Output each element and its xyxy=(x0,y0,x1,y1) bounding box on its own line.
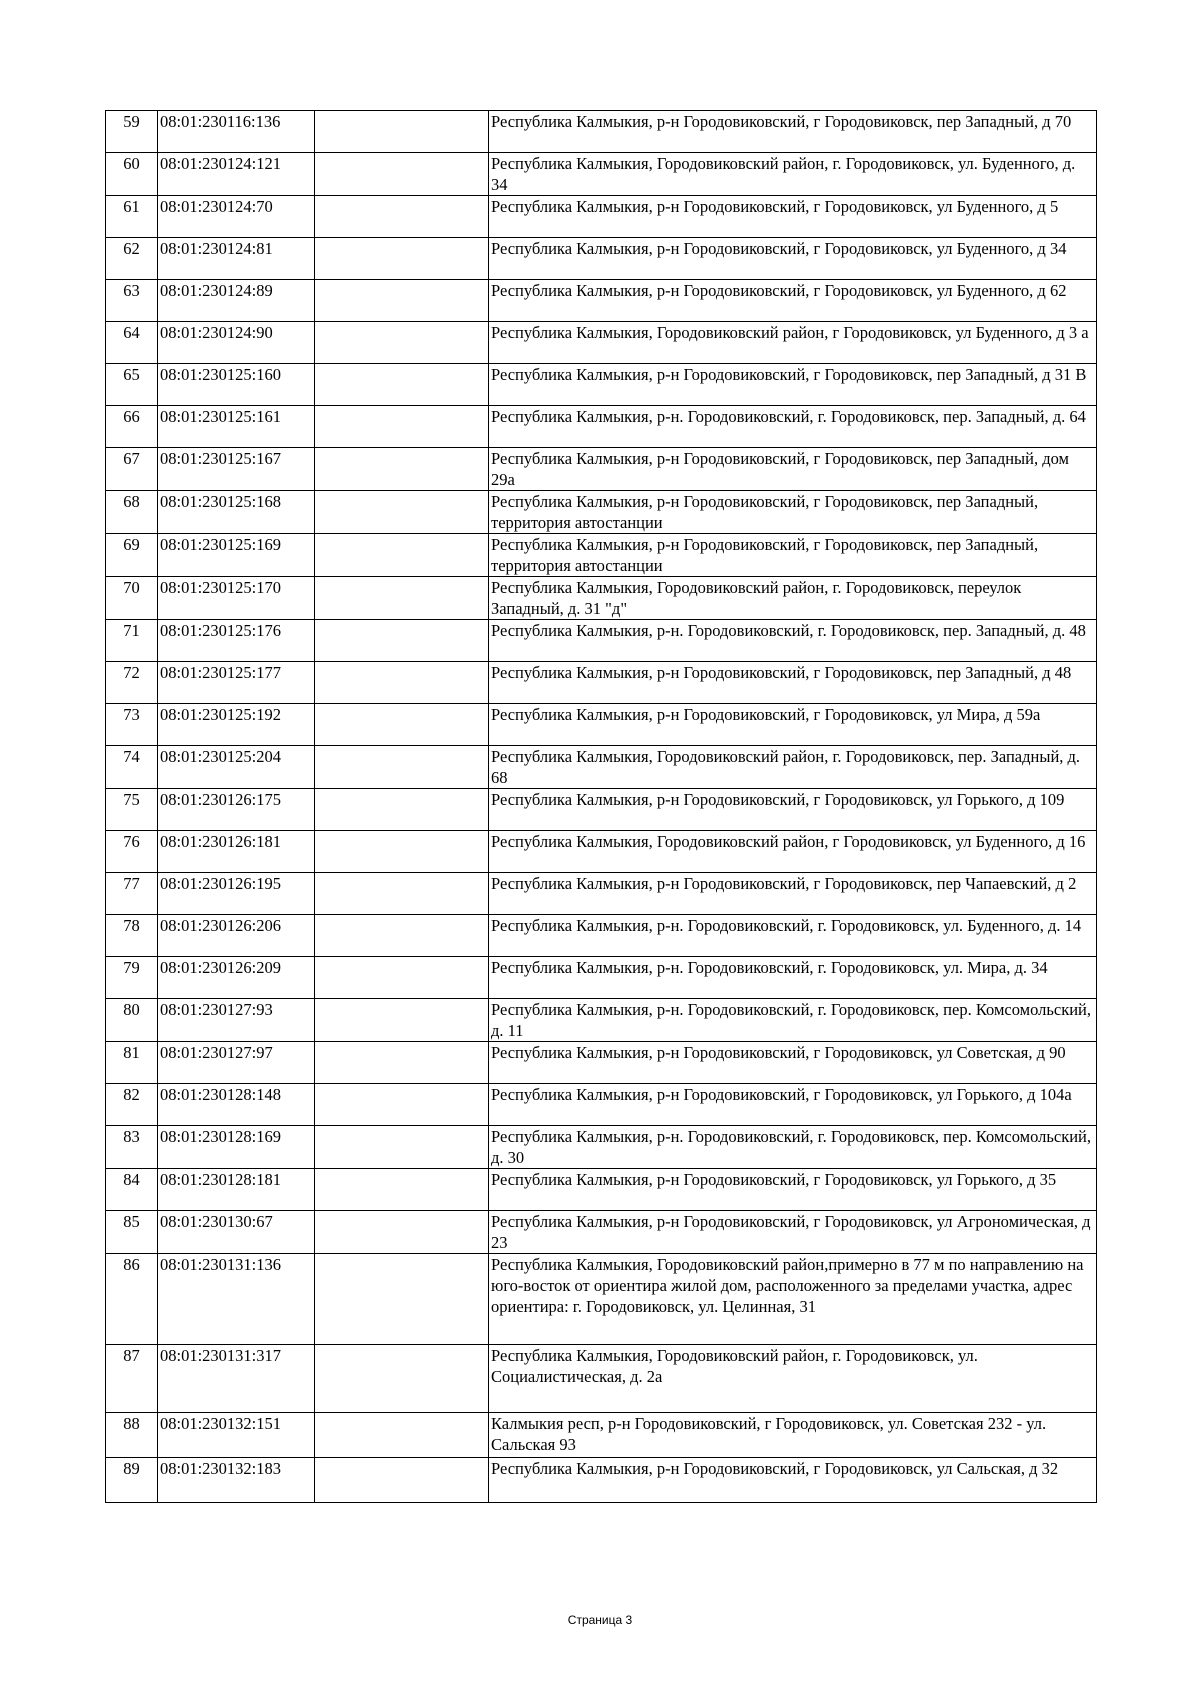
cadastral-number: 08:01:230124:121 xyxy=(158,153,315,196)
address: Республика Калмыкия, р-н Городовиковский, г Городовиковск, пер Западный, д 31 В xyxy=(489,364,1097,406)
table-row xyxy=(106,238,1097,280)
empty-cell xyxy=(315,364,489,406)
address: Республика Калмыкия, р-н. Городовиковский, г. Городовиковск, ул. Буденного, д. 14 xyxy=(489,915,1097,957)
cadastral-number: 08:01:230127:93 xyxy=(158,999,315,1042)
address: Калмыкия респ, р-н Городовиковский, г Городовиковск, ул. Советская 232 - ул. Сальская 93 xyxy=(489,1413,1097,1458)
registry-table-body xyxy=(106,111,1097,1503)
row-number: 80 xyxy=(106,999,158,1042)
empty-cell xyxy=(315,280,489,322)
table-row xyxy=(106,111,1097,153)
empty-cell xyxy=(315,1042,489,1084)
address: Республика Калмыкия, Городовиковский район, г. Городовиковск, ул. Социалистическая, д. 2а xyxy=(489,1345,1097,1413)
address: Республика Калмыкия, р-н Городовиковский, г Городовиковск, ул Сальская, д 32 xyxy=(489,1458,1097,1503)
table-row xyxy=(106,957,1097,999)
empty-cell xyxy=(315,1458,489,1503)
cadastral-number: 08:01:230125:161 xyxy=(158,406,315,448)
table-row xyxy=(106,196,1097,238)
cadastral-number: 08:01:230126:195 xyxy=(158,873,315,915)
empty-cell xyxy=(315,1345,489,1413)
table-row xyxy=(106,491,1097,534)
address: Республика Калмыкия, р-н Городовиковский, г Городовиковск, пер Западный, д 48 xyxy=(489,662,1097,704)
empty-cell xyxy=(315,1413,489,1458)
empty-cell xyxy=(315,534,489,577)
empty-cell xyxy=(315,1254,489,1345)
address: Республика Калмыкия, р-н. Городовиковский, г. Городовиковск, пер. Западный, д. 48 xyxy=(489,620,1097,662)
table-row xyxy=(106,999,1097,1042)
cadastral-number: 08:01:230128:181 xyxy=(158,1169,315,1211)
address: Республика Калмыкия, р-н Городовиковский, г Городовиковск, ул Советская, д 90 xyxy=(489,1042,1097,1084)
row-number: 72 xyxy=(106,662,158,704)
cadastral-number: 08:01:230131:317 xyxy=(158,1345,315,1413)
empty-cell xyxy=(315,831,489,873)
row-number: 65 xyxy=(106,364,158,406)
empty-cell xyxy=(315,999,489,1042)
table-row xyxy=(106,153,1097,196)
table-row xyxy=(106,873,1097,915)
table-row xyxy=(106,280,1097,322)
empty-cell xyxy=(315,406,489,448)
cadastral-number: 08:01:230125:204 xyxy=(158,746,315,789)
address: Республика Калмыкия, р-н Городовиковский, г Городовиковск, ул Горького, д 109 xyxy=(489,789,1097,831)
row-number: 89 xyxy=(106,1458,158,1503)
address: Республика Калмыкия, Городовиковский район, г Городовиковск, ул Буденного, д 16 xyxy=(489,831,1097,873)
empty-cell xyxy=(315,873,489,915)
address: Республика Калмыкия, р-н Городовиковский, г Городовиковск, пер Чапаевский, д 2 xyxy=(489,873,1097,915)
cadastral-number: 08:01:230132:151 xyxy=(158,1413,315,1458)
row-number: 78 xyxy=(106,915,158,957)
row-number: 61 xyxy=(106,196,158,238)
row-number: 81 xyxy=(106,1042,158,1084)
address: Республика Калмыкия, р-н Городовиковский, г Городовиковск, ул Мира, д 59а xyxy=(489,704,1097,746)
cadastral-number: 08:01:230125:168 xyxy=(158,491,315,534)
address: Республика Калмыкия, р-н Городовиковский, г Городовиковск, пер Западный, территория автостанции xyxy=(489,534,1097,577)
table-row xyxy=(106,1345,1097,1413)
cadastral-number: 08:01:230126:206 xyxy=(158,915,315,957)
table-row xyxy=(106,1254,1097,1345)
row-number: 87 xyxy=(106,1345,158,1413)
row-number: 69 xyxy=(106,534,158,577)
cadastral-number: 08:01:230125:176 xyxy=(158,620,315,662)
address: Республика Калмыкия, р-н Городовиковский, г Городовиковск, ул Агрономическая, д 23 xyxy=(489,1211,1097,1254)
empty-cell xyxy=(315,915,489,957)
row-number: 67 xyxy=(106,448,158,491)
empty-cell xyxy=(315,704,489,746)
row-number: 70 xyxy=(106,577,158,620)
address: Республика Калмыкия, р-н Городовиковский, г Городовиковск, пер Западный, территория автостанции xyxy=(489,491,1097,534)
empty-cell xyxy=(315,153,489,196)
empty-cell xyxy=(315,746,489,789)
cadastral-number: 08:01:230125:160 xyxy=(158,364,315,406)
address: Республика Калмыкия, р-н. Городовиковский, г. Городовиковск, пер. Комсомольский, д. 11 xyxy=(489,999,1097,1042)
row-number: 79 xyxy=(106,957,158,999)
cadastral-number: 08:01:230128:169 xyxy=(158,1126,315,1169)
table-row xyxy=(106,322,1097,364)
empty-cell xyxy=(315,1211,489,1254)
table-row xyxy=(106,831,1097,873)
cadastral-number: 08:01:230125:167 xyxy=(158,448,315,491)
table-row xyxy=(106,662,1097,704)
table-row xyxy=(106,1126,1097,1169)
cadastral-registry-table xyxy=(105,110,1097,1503)
cadastral-number: 08:01:230124:89 xyxy=(158,280,315,322)
address: Республика Калмыкия, р-н. Городовиковский, г. Городовиковск, пер. Западный, д. 64 xyxy=(489,406,1097,448)
address: Республика Калмыкия, Городовиковский район, г. Городовиковск, переулок Западный, д. 31 "д" xyxy=(489,577,1097,620)
table-row xyxy=(106,406,1097,448)
row-number: 66 xyxy=(106,406,158,448)
table-row xyxy=(106,915,1097,957)
table-row xyxy=(106,534,1097,577)
empty-cell xyxy=(315,662,489,704)
empty-cell xyxy=(315,1126,489,1169)
table-row xyxy=(106,704,1097,746)
cadastral-number: 08:01:230116:136 xyxy=(158,111,315,153)
cadastral-number: 08:01:230131:136 xyxy=(158,1254,315,1345)
cadastral-number: 08:01:230125:192 xyxy=(158,704,315,746)
row-number: 62 xyxy=(106,238,158,280)
table-row xyxy=(106,1458,1097,1503)
row-number: 88 xyxy=(106,1413,158,1458)
empty-cell xyxy=(315,196,489,238)
address: Республика Калмыкия, Городовиковский район, г. Городовиковск, пер. Западный, д. 68 xyxy=(489,746,1097,789)
address: Республика Калмыкия, р-н Городовиковский, г Городовиковск, пер Западный, дом 29а xyxy=(489,448,1097,491)
table-row xyxy=(106,1042,1097,1084)
empty-cell xyxy=(315,448,489,491)
empty-cell xyxy=(315,577,489,620)
table-row xyxy=(106,620,1097,662)
address: Республика Калмыкия, р-н Городовиковский, г Городовиковск, ул Горького, д 35 xyxy=(489,1169,1097,1211)
table-row xyxy=(106,364,1097,406)
cadastral-number: 08:01:230126:175 xyxy=(158,789,315,831)
row-number: 76 xyxy=(106,831,158,873)
address: Республика Калмыкия, р-н Городовиковский, г Городовиковск, ул Буденного, д 5 xyxy=(489,196,1097,238)
cadastral-number: 08:01:230126:209 xyxy=(158,957,315,999)
cadastral-number: 08:01:230125:169 xyxy=(158,534,315,577)
row-number: 64 xyxy=(106,322,158,364)
cadastral-number: 08:01:230128:148 xyxy=(158,1084,315,1126)
cadastral-number: 08:01:230130:67 xyxy=(158,1211,315,1254)
empty-cell xyxy=(315,238,489,280)
row-number: 82 xyxy=(106,1084,158,1126)
address: Республика Калмыкия, р-н. Городовиковский, г. Городовиковск, пер. Комсомольский, д. 30 xyxy=(489,1126,1097,1169)
address: Республика Калмыкия, р-н Городовиковский, г Городовиковск, ул Горького, д 104а xyxy=(489,1084,1097,1126)
row-number: 77 xyxy=(106,873,158,915)
empty-cell xyxy=(315,111,489,153)
row-number: 85 xyxy=(106,1211,158,1254)
row-number: 83 xyxy=(106,1126,158,1169)
row-number: 60 xyxy=(106,153,158,196)
address: Республика Калмыкия, р-н Городовиковский, г Городовиковск, пер Западный, д 70 xyxy=(489,111,1097,153)
address: Республика Калмыкия, Городовиковский район, г. Городовиковск, ул. Буденного, д. 34 xyxy=(489,153,1097,196)
empty-cell xyxy=(315,957,489,999)
empty-cell xyxy=(315,1084,489,1126)
address: Республика Калмыкия, Городовиковский район,примерно в 77 м по направлению на юго-восток от ориентира жилой дом, расположенного за пределами участка, адрес ориентира: г. Городовиковск, ул. Целинная, 31 xyxy=(489,1254,1097,1345)
empty-cell xyxy=(315,789,489,831)
row-number: 84 xyxy=(106,1169,158,1211)
page-number-footer: Страница 3 xyxy=(567,1613,633,1627)
row-number: 59 xyxy=(106,111,158,153)
table-row xyxy=(106,1084,1097,1126)
table-row xyxy=(106,1169,1097,1211)
empty-cell xyxy=(315,620,489,662)
cadastral-number: 08:01:230126:181 xyxy=(158,831,315,873)
row-number: 71 xyxy=(106,620,158,662)
empty-cell xyxy=(315,322,489,364)
cadastral-number: 08:01:230127:97 xyxy=(158,1042,315,1084)
row-number: 63 xyxy=(106,280,158,322)
address: Республика Калмыкия, р-н. Городовиковский, г. Городовиковск, ул. Мира, д. 34 xyxy=(489,957,1097,999)
row-number: 86 xyxy=(106,1254,158,1345)
cadastral-number: 08:01:230132:183 xyxy=(158,1458,315,1503)
address: Республика Калмыкия, Городовиковский район, г Городовиковск, ул Буденного, д 3 а xyxy=(489,322,1097,364)
cadastral-number: 08:01:230124:81 xyxy=(158,238,315,280)
empty-cell xyxy=(315,1169,489,1211)
cadastral-number: 08:01:230125:177 xyxy=(158,662,315,704)
row-number: 75 xyxy=(106,789,158,831)
table-row xyxy=(106,448,1097,491)
empty-cell xyxy=(315,491,489,534)
table-row xyxy=(106,1413,1097,1458)
cadastral-number: 08:01:230124:70 xyxy=(158,196,315,238)
table-row xyxy=(106,789,1097,831)
table-row xyxy=(106,577,1097,620)
cadastral-number: 08:01:230124:90 xyxy=(158,322,315,364)
row-number: 74 xyxy=(106,746,158,789)
table-row xyxy=(106,1211,1097,1254)
row-number: 68 xyxy=(106,491,158,534)
row-number: 73 xyxy=(106,704,158,746)
address: Республика Калмыкия, р-н Городовиковский, г Городовиковск, ул Буденного, д 34 xyxy=(489,238,1097,280)
table-row xyxy=(106,746,1097,789)
address: Республика Калмыкия, р-н Городовиковский, г Городовиковск, ул Буденного, д 62 xyxy=(489,280,1097,322)
cadastral-number: 08:01:230125:170 xyxy=(158,577,315,620)
